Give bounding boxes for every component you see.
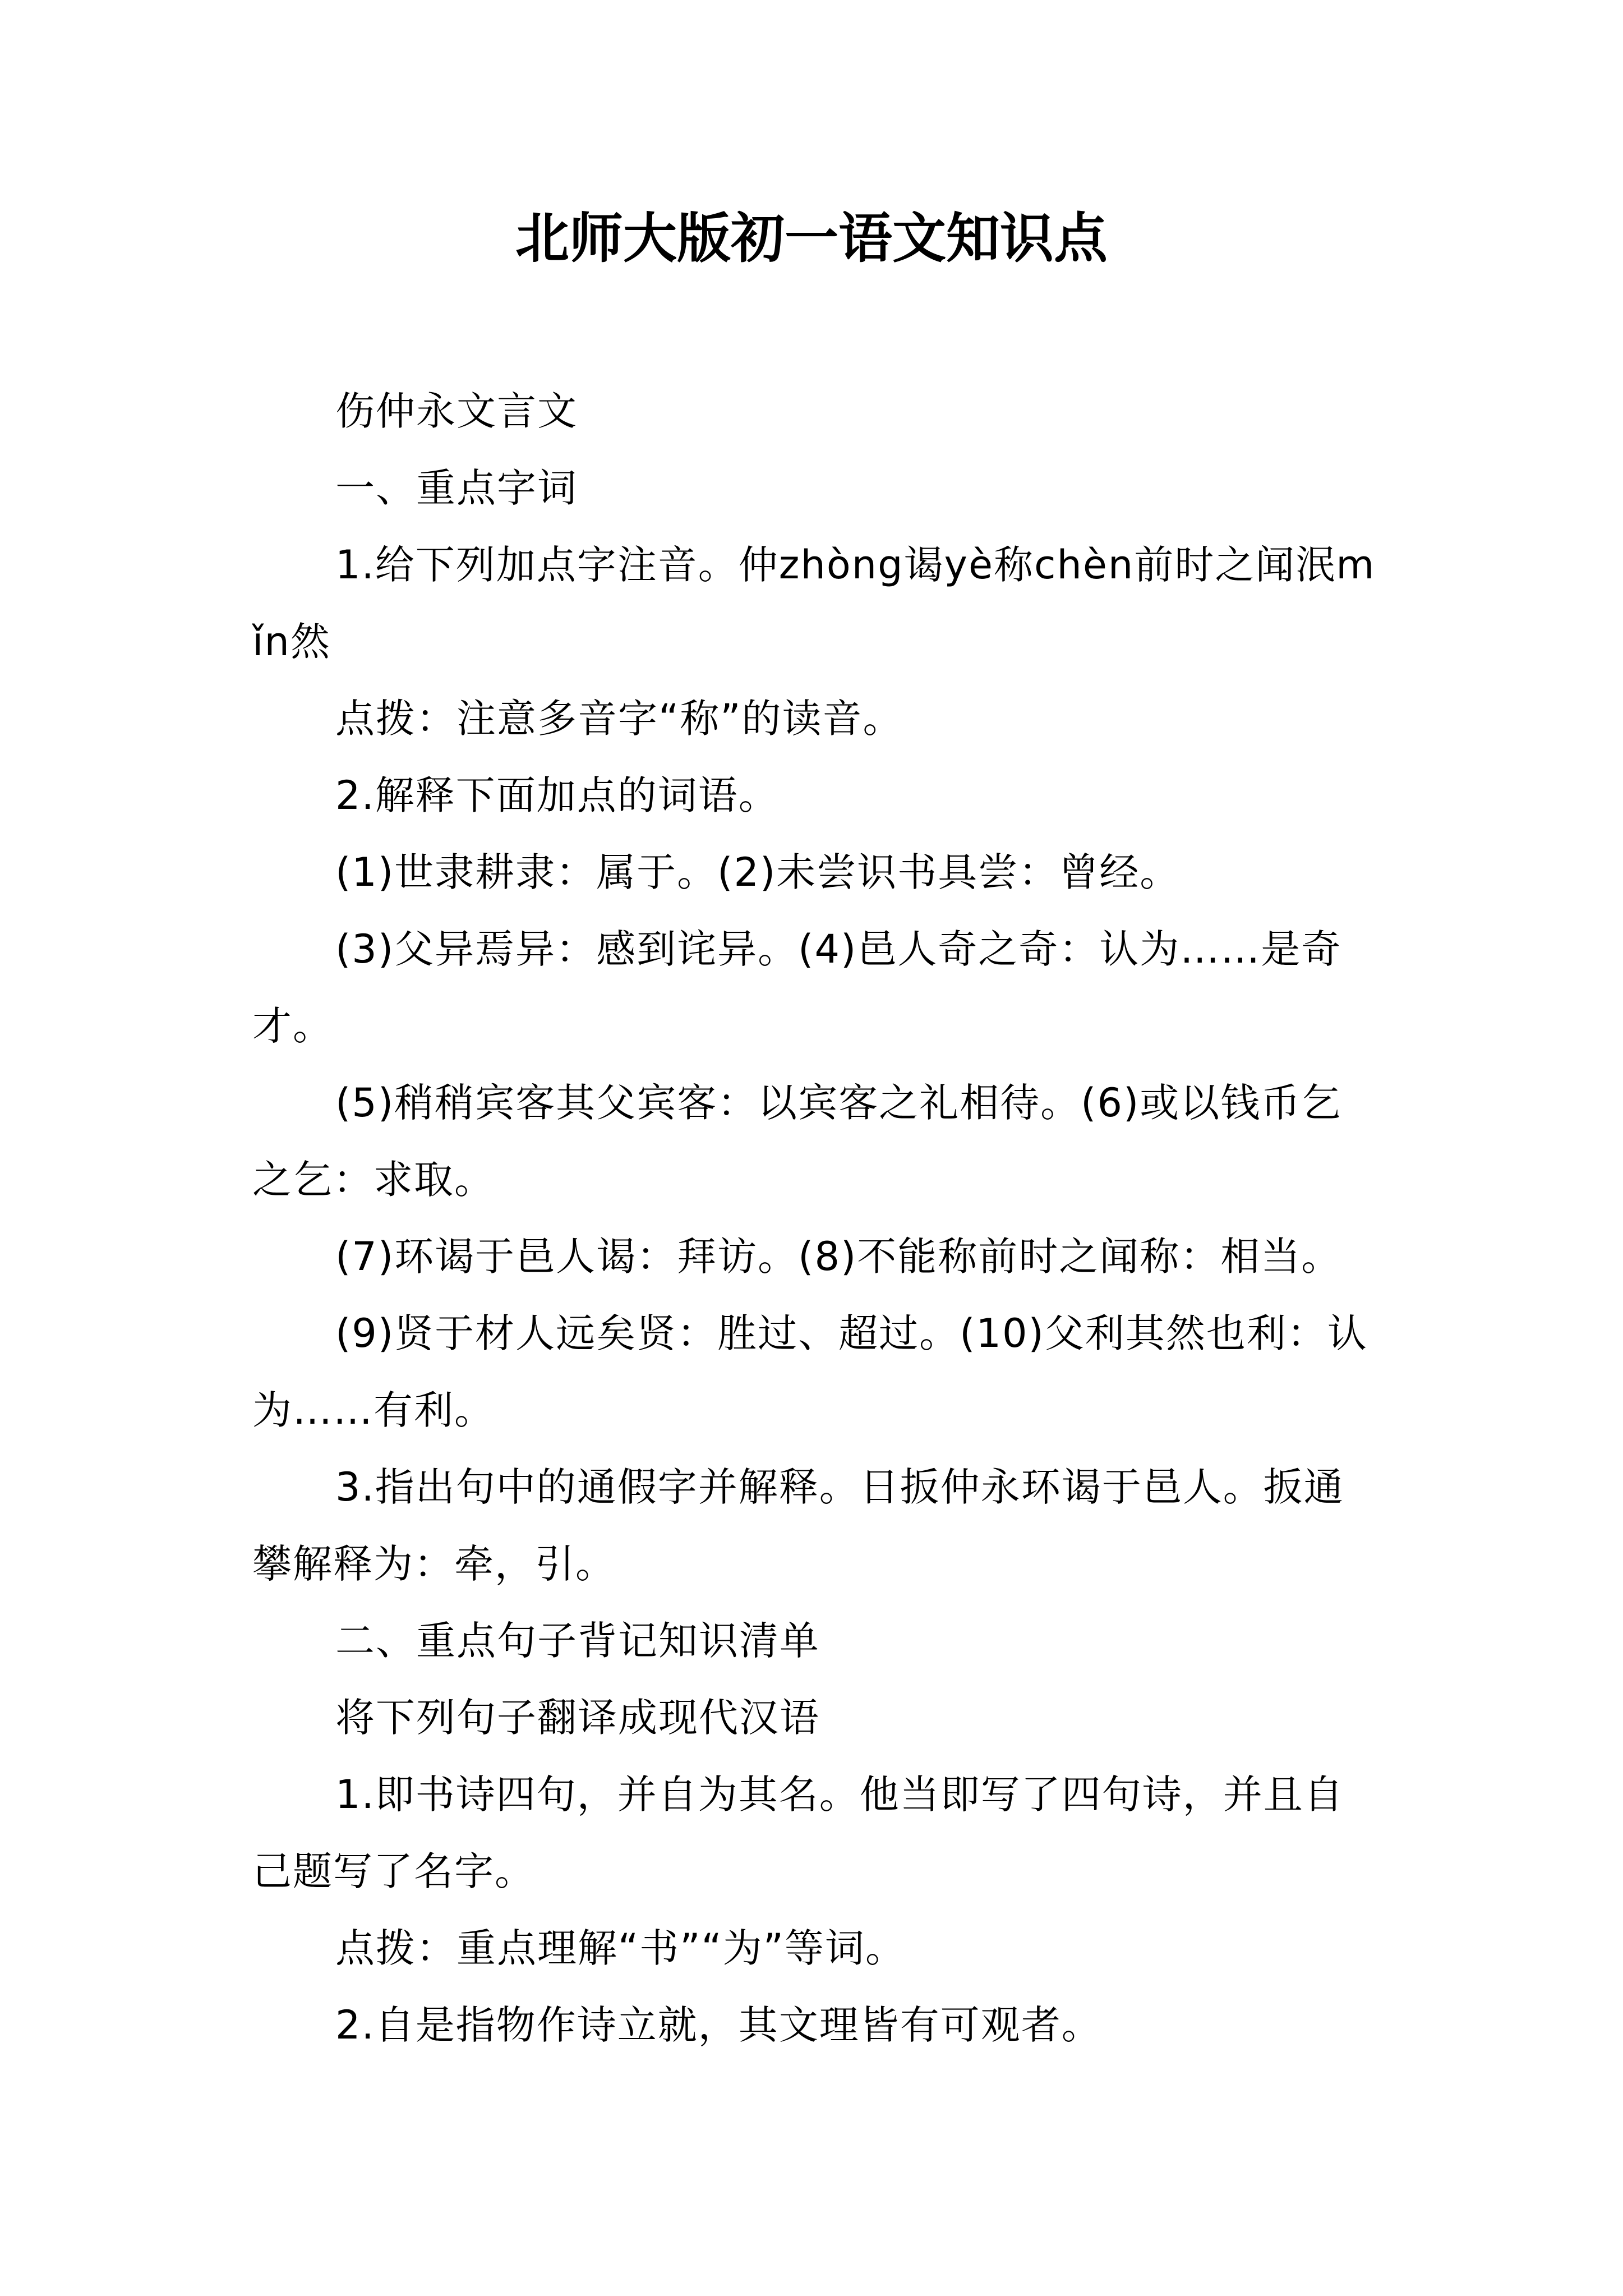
paragraph: (7)环谒于邑人谒：拜访。(8)不能称前时之闻称：相当。 xyxy=(335,1234,1342,1280)
document-body xyxy=(252,373,1380,2064)
document-title: 北师大版初一语文知识点 xyxy=(515,206,1108,270)
paragraph: 1.给下列加点字注音。仲zhòng谒yè称chèn前时之闻泯mǐn然 xyxy=(252,542,1376,665)
paragraph: (9)贤于材人远矣贤：胜过、超过。(10)父利其然也利：认为……有利。 xyxy=(252,1310,1368,1433)
paragraph: 点拨：注意多音字“称”的读音。 xyxy=(335,696,903,742)
paragraph: 2.解释下面加点的词语。 xyxy=(335,772,779,818)
paragraph: 点拨：重点理解“书”“为”等词。 xyxy=(335,1925,906,1971)
paragraph: 一、重点字词 xyxy=(335,465,578,511)
paragraph: 二、重点句子背记知识清单 xyxy=(335,1618,820,1664)
paragraph: 2.自是指物作诗立就，其文理皆有可观者。 xyxy=(335,2002,1102,2048)
paragraph: 将下列句子翻译成现代汉语 xyxy=(335,1695,820,1741)
paragraph: 1.即书诗四句，并自为其名。他当即写了四句诗，并且自己题写了名字。 xyxy=(252,1772,1344,1894)
paragraph: 伤仲永文言文 xyxy=(335,388,578,434)
paragraph: (5)稍稍宾客其父宾客：以宾客之礼相待。(6)或以钱币乞之乞：求取。 xyxy=(252,1080,1342,1203)
paragraph: (1)世隶耕隶：属于。(2)未尝识书具尝：曾经。 xyxy=(335,849,1181,895)
paragraph: 3.指出句中的通假字并解释。日扳仲永环谒于邑人。扳通攀解释为：牵，引。 xyxy=(252,1464,1344,1587)
paragraph: (3)父异焉异：感到诧异。(4)邑人奇之奇：认为……是奇才。 xyxy=(252,926,1342,1049)
